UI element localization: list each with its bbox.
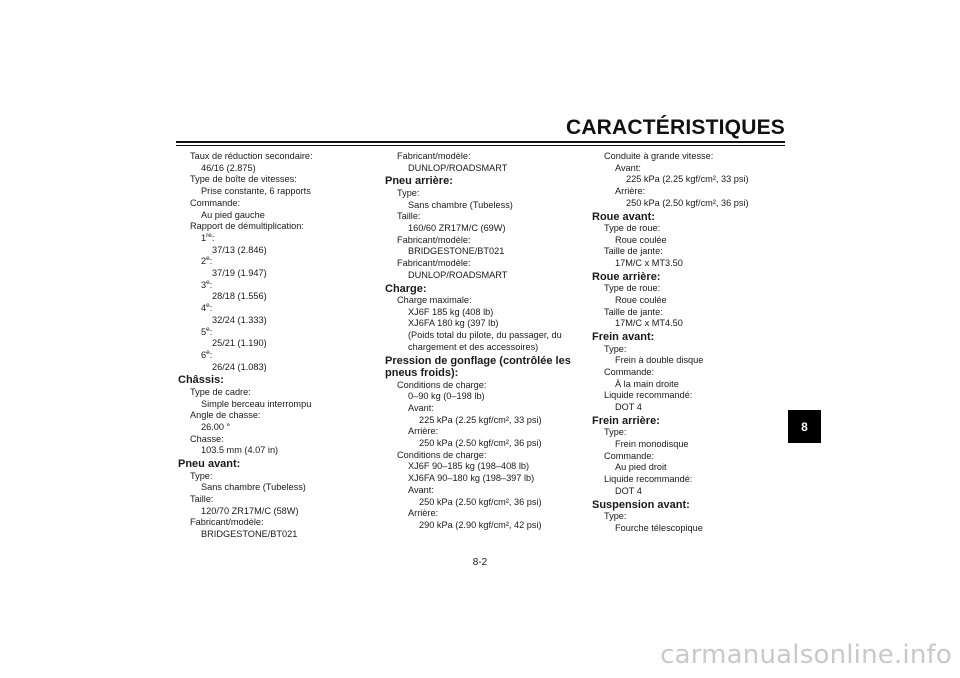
- spec-label: Conditions de charge:: [397, 449, 487, 460]
- spec-value: Frein à double disque: [615, 355, 704, 366]
- spec-value: Roue coulée: [615, 295, 667, 306]
- spec-value: 225 kPa (2.25 kgf/cm², 33 psi): [419, 414, 542, 425]
- spec-value: Simple berceau interrompu: [201, 398, 312, 409]
- page-header: [176, 112, 785, 146]
- spec-label: Rapport de démultiplication:: [190, 221, 304, 232]
- spec-value: Prise constante, 6 rapports: [201, 186, 311, 197]
- spec-value: 250 kPa (2.50 kgf/cm², 36 psi): [419, 496, 542, 507]
- spec-label: Arrière:: [408, 508, 439, 519]
- section-heading-suspension-avant: Suspension avant:: [592, 498, 690, 511]
- chapter-tab-marker: 8: [788, 410, 821, 443]
- gear-label: 1re:: [201, 231, 215, 243]
- spec-value: Au pied droit: [615, 462, 667, 473]
- spec-label: Conduite à grande vitesse:: [604, 151, 714, 161]
- spec-column-3: [592, 151, 782, 534]
- spec-value: Sans chambre (Tubeless): [408, 199, 513, 210]
- spec-label: Type de roue:: [604, 223, 661, 234]
- spec-label: Commande:: [604, 367, 655, 378]
- spec-label: Fabricant/modèle:: [397, 234, 471, 245]
- spec-value: À la main droite: [615, 378, 679, 389]
- spec-value: XJ6FA 90–180 kg (198–397 lb): [408, 473, 535, 484]
- gear-value: 25/21 (1.190): [212, 338, 267, 349]
- spec-value: 290 kPa (2.90 kgf/cm², 42 psi): [419, 519, 542, 530]
- spec-value: Fourche télescopique: [615, 522, 703, 533]
- spec-value: Sans chambre (Tubeless): [201, 482, 306, 493]
- gear-value: 37/13 (2.846): [212, 244, 267, 255]
- spec-label: Commande:: [604, 450, 655, 461]
- spec-label: Type de boîte de vitesses:: [190, 174, 297, 185]
- spec-label: Type:: [604, 427, 627, 438]
- spec-value: 120/70 ZR17M/C (58W): [201, 505, 299, 516]
- spec-label: Fabricant/modèle:: [397, 258, 471, 269]
- spec-column-1: [178, 151, 368, 541]
- spec-value: 26.00 °: [201, 421, 231, 432]
- spec-label: Fabricant/modèle:: [397, 151, 471, 161]
- section-heading-pression: Pression de gonflage (contrôlée les pneus froids):: [385, 354, 571, 380]
- header-rule: [176, 141, 785, 143]
- header-rule-thin: [176, 145, 785, 146]
- spec-column-2: [385, 151, 575, 532]
- spec-label: Chasse:: [190, 433, 224, 444]
- spec-value: 17M/C x MT3.50: [615, 258, 683, 269]
- spec-value: XJ6F 185 kg (408 lb): [408, 306, 494, 317]
- spec-value: Au pied gauche: [201, 209, 265, 220]
- spec-label: Avant:: [408, 484, 434, 495]
- spec-value: 0–90 kg (0–198 lb): [408, 391, 485, 402]
- spec-note: chargement et des accessoires): [408, 341, 539, 352]
- spec-value: 17M/C x MT4.50: [615, 318, 683, 329]
- spec-label: Conditions de charge:: [397, 379, 487, 390]
- spec-value: DUNLOP/ROADSMART: [408, 162, 508, 173]
- spec-label: Type:: [604, 511, 627, 522]
- gear-label: 6e:: [201, 348, 213, 360]
- gear-value: 28/18 (1.556): [212, 291, 267, 302]
- spec-label: Taille de jante:: [604, 306, 663, 317]
- spec-value: Roue coulée: [615, 234, 667, 245]
- spec-value: 225 kPa (2.25 kgf/cm², 33 psi): [626, 174, 749, 185]
- spec-label: Type de cadre:: [190, 386, 251, 397]
- spec-value: XJ6F 90–185 kg (198–408 lb): [408, 461, 530, 472]
- spec-label: Liquide recommandé:: [604, 390, 693, 401]
- spec-label: Liquide recommandé:: [604, 474, 693, 485]
- spec-label: Type:: [190, 470, 213, 481]
- spec-label: Type:: [397, 187, 420, 198]
- section-heading-pneu-avant: Pneu avant:: [178, 458, 241, 471]
- section-heading-pneu-arriere: Pneu arrière:: [385, 175, 453, 188]
- gear-label: 3e:: [201, 278, 213, 290]
- spec-label: Angle de chasse:: [190, 410, 261, 421]
- spec-value: DUNLOP/ROADSMART: [408, 269, 508, 280]
- spec-label: Arrière:: [408, 426, 439, 437]
- spec-label: Avant:: [615, 162, 641, 173]
- gear-label: 2e:: [201, 255, 213, 267]
- section-heading-frein-arriere: Frein arrière:: [592, 414, 660, 427]
- watermark-text: carmanualsonline.info: [660, 640, 952, 670]
- spec-value: BRIDGESTONE/BT021: [408, 246, 505, 257]
- spec-label: Charge maximale:: [397, 295, 472, 306]
- gear-value: 37/19 (1.947): [212, 268, 267, 279]
- gear-label: 5e:: [201, 325, 213, 337]
- spec-label: Taille:: [397, 211, 421, 222]
- spec-label: Taille:: [190, 493, 214, 504]
- gear-value: 26/24 (1.083): [212, 361, 267, 372]
- spec-value: 46/16 (2.875): [201, 162, 256, 173]
- gear-label: 4e:: [201, 302, 213, 314]
- spec-value: 103.5 mm (4.07 in): [201, 445, 279, 456]
- spec-note: (Poids total du pilote, du passager, du: [408, 330, 562, 341]
- spec-value: 250 kPa (2.50 kgf/cm², 36 psi): [626, 197, 749, 208]
- spec-value: DOT 4: [615, 485, 642, 496]
- spec-label: Avant:: [408, 402, 434, 413]
- spec-value: Frein monodisque: [615, 439, 689, 450]
- spec-value: 250 kPa (2.50 kgf/cm², 36 psi): [419, 438, 542, 449]
- page-number: 8-2: [472, 557, 488, 568]
- spec-label: Commande:: [190, 197, 241, 208]
- section-heading-frein-avant: Frein avant:: [592, 331, 655, 344]
- spec-label: Taille de jante:: [604, 246, 663, 257]
- spec-value: XJ6FA 180 kg (397 lb): [408, 318, 499, 329]
- spec-value: 160/60 ZR17M/C (69W): [408, 223, 506, 234]
- spec-label: Type de roue:: [604, 283, 661, 294]
- spec-label: Arrière:: [615, 186, 646, 197]
- section-heading-chassis: Châssis:: [178, 374, 224, 387]
- section-heading-charge: Charge:: [385, 282, 427, 295]
- section-heading-roue-arriere: Roue arrière:: [592, 270, 661, 283]
- spec-value: DOT 4: [615, 402, 642, 413]
- spec-label: Type:: [604, 343, 627, 354]
- gear-value: 32/24 (1.333): [212, 314, 267, 325]
- page-title: CARACTÉRISTIQUES: [565, 116, 785, 139]
- section-heading-roue-avant: Roue avant:: [592, 210, 655, 223]
- spec-label: Fabricant/modèle:: [190, 517, 264, 528]
- spec-label: Taux de réduction secondaire:: [190, 151, 313, 161]
- spec-value: BRIDGESTONE/BT021: [201, 529, 298, 540]
